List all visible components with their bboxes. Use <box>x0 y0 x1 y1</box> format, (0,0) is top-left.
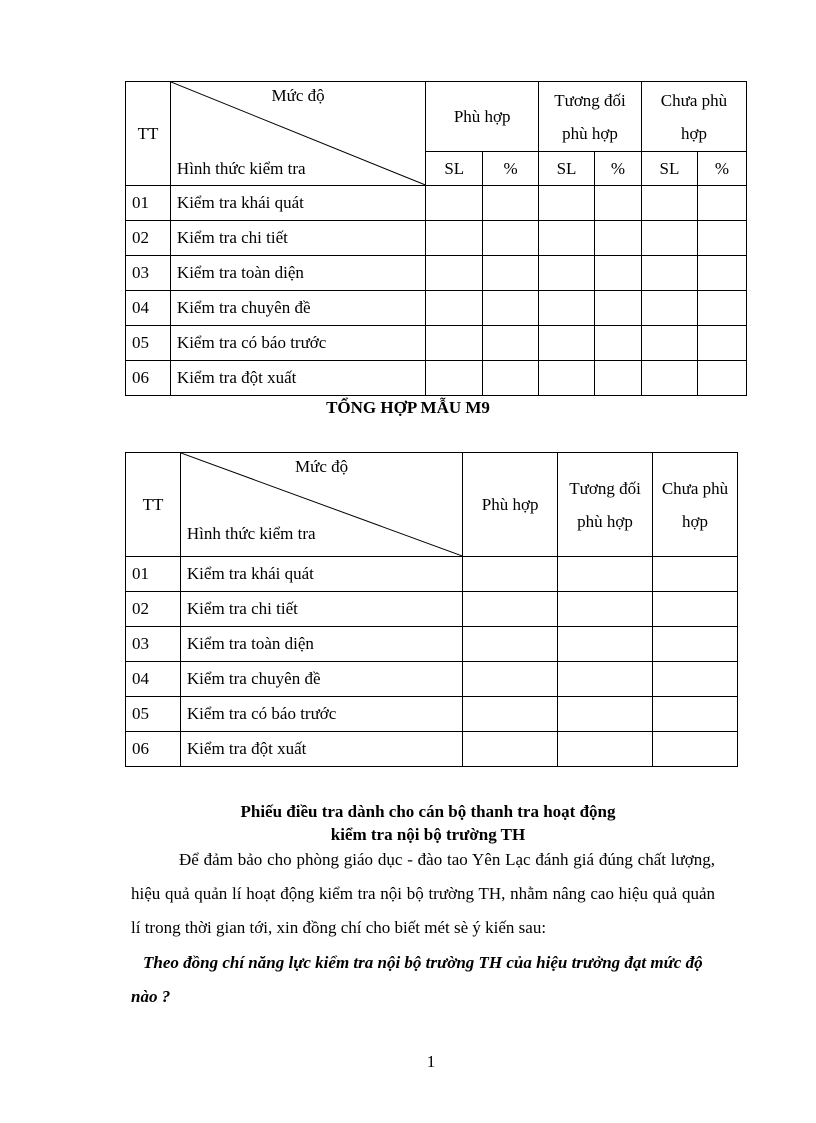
diagonal-header-cell <box>180 453 462 557</box>
pct-header: % <box>595 152 642 186</box>
empty-cell <box>641 221 697 256</box>
col-header-not-fit-text: Chưa phù hợp <box>660 90 728 143</box>
level-label: Mức độ <box>295 457 349 476</box>
empty-cell <box>697 361 746 396</box>
sl-header: SL <box>539 152 595 186</box>
pct-header: % <box>697 152 746 186</box>
empty-cell <box>463 627 558 662</box>
empty-cell <box>558 732 653 767</box>
row-number: 01 <box>126 557 181 592</box>
empty-cell <box>463 662 558 697</box>
assessment-table-summary <box>125 452 738 767</box>
table-row <box>126 221 747 256</box>
empty-cell <box>595 221 642 256</box>
assessment-table-detailed <box>125 81 747 396</box>
row-name: Kiểm tra chuyên đề <box>170 291 425 326</box>
empty-cell <box>539 221 595 256</box>
empty-cell <box>653 662 738 697</box>
row-name: Kiểm tra đột xuất <box>170 361 425 396</box>
empty-cell <box>653 627 738 662</box>
tt-header: TT <box>126 82 171 186</box>
row-name: Kiểm tra toàn diện <box>170 256 425 291</box>
diagonal-header-cell <box>170 82 425 186</box>
empty-cell <box>463 732 558 767</box>
empty-cell <box>697 186 746 221</box>
row-name: Kiểm tra có báo trước <box>170 326 425 361</box>
empty-cell <box>483 221 539 256</box>
empty-cell <box>558 662 653 697</box>
empty-cell <box>595 361 642 396</box>
form-label: Hình thức kiểm tra <box>186 524 316 543</box>
empty-cell <box>539 256 595 291</box>
empty-cell <box>595 326 642 361</box>
empty-cell <box>641 291 697 326</box>
empty-cell <box>641 186 697 221</box>
empty-cell <box>539 361 595 396</box>
empty-cell <box>558 592 653 627</box>
row-name: Kiểm tra chi tiết <box>170 221 425 256</box>
table-row <box>126 592 738 627</box>
empty-cell <box>483 361 539 396</box>
empty-cell <box>653 732 738 767</box>
row-name: Kiểm tra khái quát <box>170 186 425 221</box>
empty-cell <box>483 326 539 361</box>
empty-cell <box>483 291 539 326</box>
empty-cell <box>641 256 697 291</box>
form-label: Hình thức kiểm tra <box>176 159 306 178</box>
empty-cell <box>426 256 483 291</box>
empty-cell <box>558 627 653 662</box>
col-header-relatively-fit-text: Tương đối phù hợp <box>569 478 641 531</box>
survey-title-line2: kiểm tra nội bộ trường TH <box>330 825 526 844</box>
row-name: Kiểm tra đột xuất <box>180 732 462 767</box>
empty-cell <box>653 557 738 592</box>
survey-title-line1: Phiếu điều tra dành cho cán bộ thanh tra hoạt động <box>240 802 616 821</box>
row-name: Kiểm tra có báo trước <box>180 697 462 732</box>
survey-question: Theo đồng chí năng lực kiểm tra nội bộ trường TH của hiệu trưởng đạt mức độ nào ? <box>131 953 703 1006</box>
sl-header: SL <box>426 152 483 186</box>
row-name: Kiểm tra chi tiết <box>180 592 462 627</box>
pct-header: % <box>483 152 539 186</box>
row-number: 03 <box>126 627 181 662</box>
row-name: Kiểm tra khái quát <box>180 557 462 592</box>
level-label: Mức độ <box>271 86 325 105</box>
col-header-not-fit-text: Chưa phù hợp <box>661 478 729 531</box>
empty-cell <box>426 326 483 361</box>
empty-cell <box>539 326 595 361</box>
empty-cell <box>463 557 558 592</box>
empty-cell <box>697 291 746 326</box>
empty-cell <box>426 361 483 396</box>
row-number: 06 <box>126 732 181 767</box>
row-number: 05 <box>126 326 171 361</box>
empty-cell <box>463 592 558 627</box>
table2-caption: TỔNG HỢP MẪU M9 <box>326 398 490 417</box>
empty-cell <box>558 697 653 732</box>
col-header-fit: Phù hợp <box>463 453 558 557</box>
table-row <box>126 326 747 361</box>
empty-cell <box>641 326 697 361</box>
row-number: 04 <box>126 291 171 326</box>
empty-cell <box>641 361 697 396</box>
sl-header: SL <box>641 152 697 186</box>
col-header-not-fit <box>653 453 738 557</box>
col-header-relatively-fit <box>558 453 653 557</box>
row-number: 01 <box>126 186 171 221</box>
empty-cell <box>697 256 746 291</box>
table-row <box>126 291 747 326</box>
row-number: 02 <box>126 592 181 627</box>
empty-cell <box>539 186 595 221</box>
row-name: Kiểm tra chuyên đề <box>180 662 462 697</box>
empty-cell <box>426 221 483 256</box>
empty-cell <box>595 186 642 221</box>
row-number: 03 <box>126 256 171 291</box>
table-row <box>126 186 747 221</box>
table-row <box>126 557 738 592</box>
row-number: 06 <box>126 361 171 396</box>
row-number: 02 <box>126 221 171 256</box>
empty-cell <box>483 256 539 291</box>
empty-cell <box>483 186 539 221</box>
table-row <box>126 256 747 291</box>
empty-cell <box>697 221 746 256</box>
col-header-not-fit <box>641 82 746 152</box>
row-name: Kiểm tra toàn diện <box>180 627 462 662</box>
empty-cell <box>653 592 738 627</box>
table-row <box>126 361 747 396</box>
empty-cell <box>426 291 483 326</box>
row-number: 05 <box>126 697 181 732</box>
empty-cell <box>426 186 483 221</box>
empty-cell <box>697 326 746 361</box>
empty-cell <box>595 291 642 326</box>
page-number: 1 <box>426 1052 436 1071</box>
col-header-fit: Phù hợp <box>426 82 539 152</box>
row-number: 04 <box>126 662 181 697</box>
empty-cell <box>558 557 653 592</box>
table-row <box>126 662 738 697</box>
survey-intro: Để đảm bảo cho phòng giáo dục - đào tao Yên Lạc đánh giá đúng chất lượng, hiệu quả quản lí hoạt động kiểm tra nội bộ trường TH, nhằm nâng cao hiệu quả quản lí trong thời gian tới, xin đồng chí cho biết mét sè ý kiến sau: <box>131 850 715 937</box>
table-row <box>126 697 738 732</box>
table-row <box>126 627 738 662</box>
empty-cell <box>539 291 595 326</box>
empty-cell <box>463 697 558 732</box>
empty-cell <box>595 256 642 291</box>
col-header-relatively-fit-text: Tương đối phù hợp <box>554 90 626 143</box>
col-header-relatively-fit <box>539 82 642 152</box>
table-row <box>126 732 738 767</box>
empty-cell <box>653 697 738 732</box>
tt-header: TT <box>126 453 181 557</box>
